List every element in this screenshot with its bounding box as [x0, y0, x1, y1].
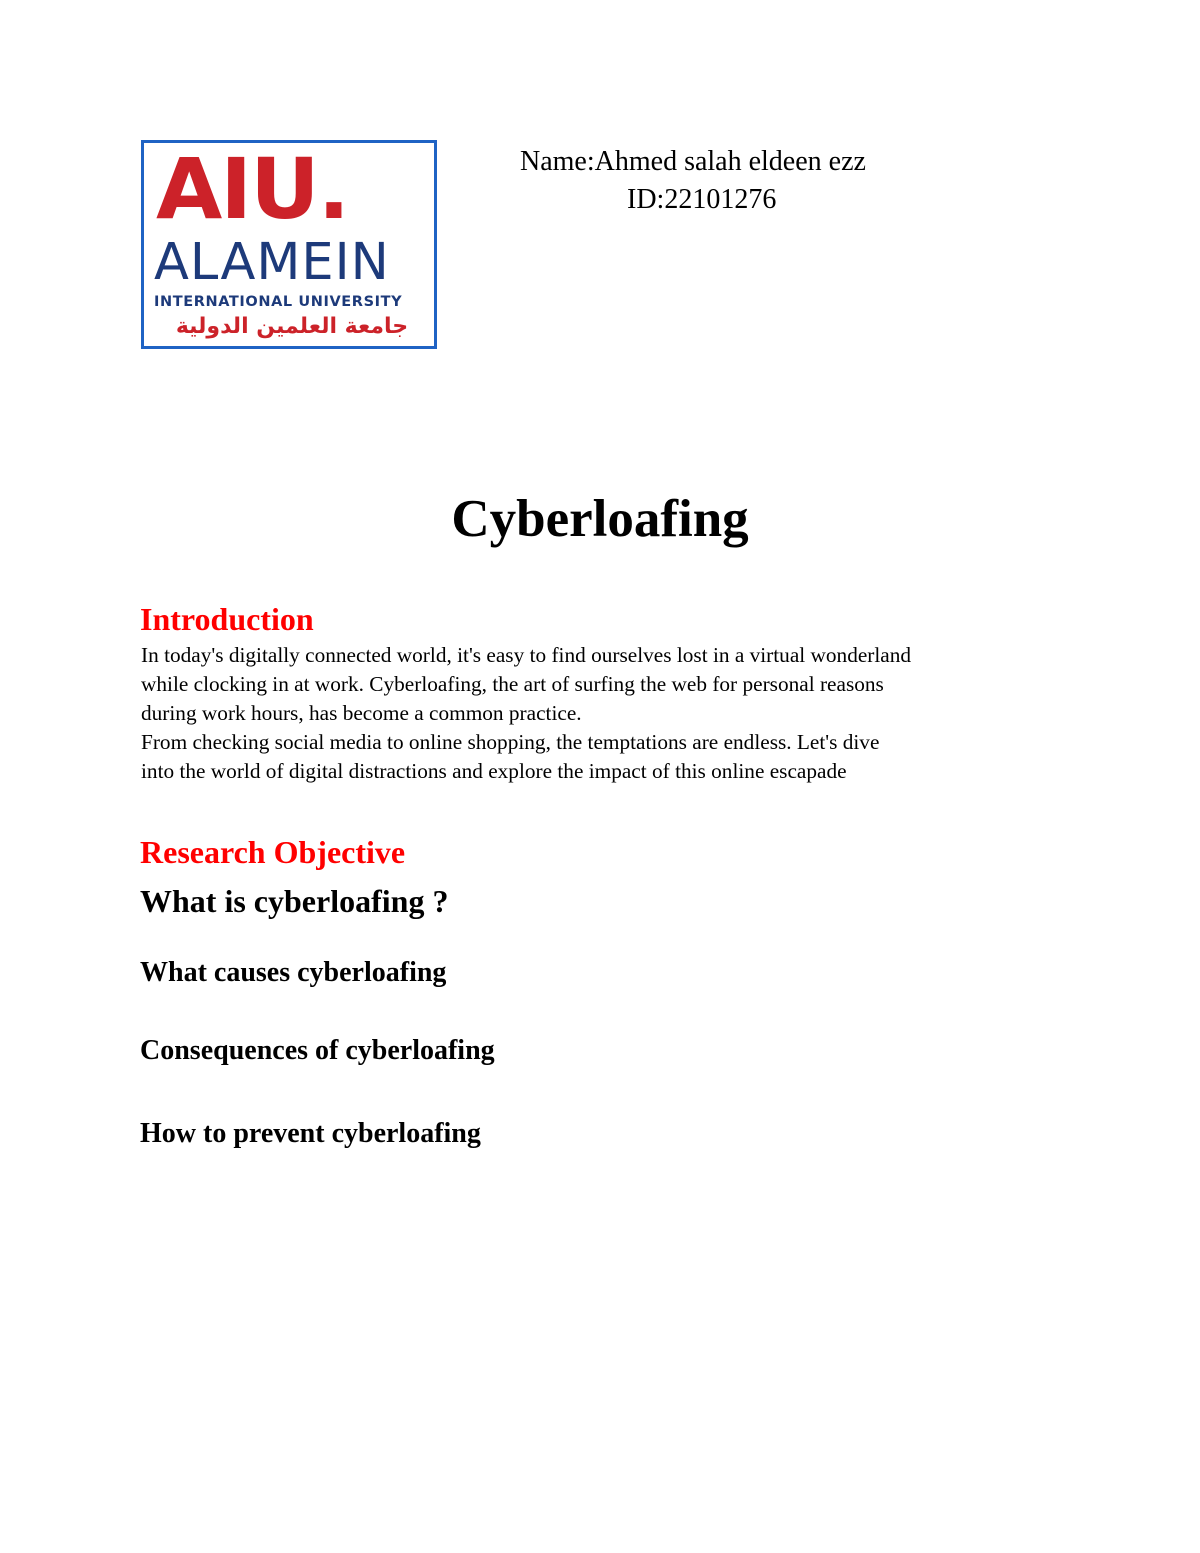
research-question-consequences: Consequences of cyberloafing	[140, 1035, 495, 1066]
university-logo	[141, 140, 437, 349]
paragraph-line: into the world of digital distractions and explore the impact of this online escapade	[141, 759, 847, 783]
research-question-prevention: How to prevent cyberloafing	[140, 1118, 481, 1149]
student-id: ID:22101276	[627, 184, 777, 215]
student-name: Name:Ahmed salah eldeen ezz	[520, 146, 866, 177]
research-question-what-is: What is cyberloafing ?	[140, 883, 449, 919]
introduction-heading: Introduction	[140, 601, 314, 637]
introduction-paragraph	[141, 641, 1041, 786]
logo-university-name: ALAMEIN	[154, 233, 390, 292]
paragraph-line: while clocking in at work. Cyberloafing, the art of surfing the web for personal reasons	[141, 672, 884, 696]
research-objective-heading: Research Objective	[140, 834, 406, 870]
paragraph-line: during work hours, has become a common practice.	[141, 701, 582, 725]
paragraph-line: In today's digitally connected world, it's easy to find ourselves lost in a virtual wonderland	[141, 643, 912, 667]
document-title: Cyberloafing	[451, 490, 749, 548]
paragraph-line: From checking social media to online shopping, the temptations are endless. Let's dive	[141, 730, 880, 754]
research-question-causes: What causes cyberloafing	[140, 957, 447, 988]
logo-mark: AIU.	[156, 140, 349, 238]
logo-subtitle: INTERNATIONAL UNIVERSITY	[154, 294, 403, 310]
logo-arabic-name: جامعة العلمين الدولية	[175, 314, 409, 339]
